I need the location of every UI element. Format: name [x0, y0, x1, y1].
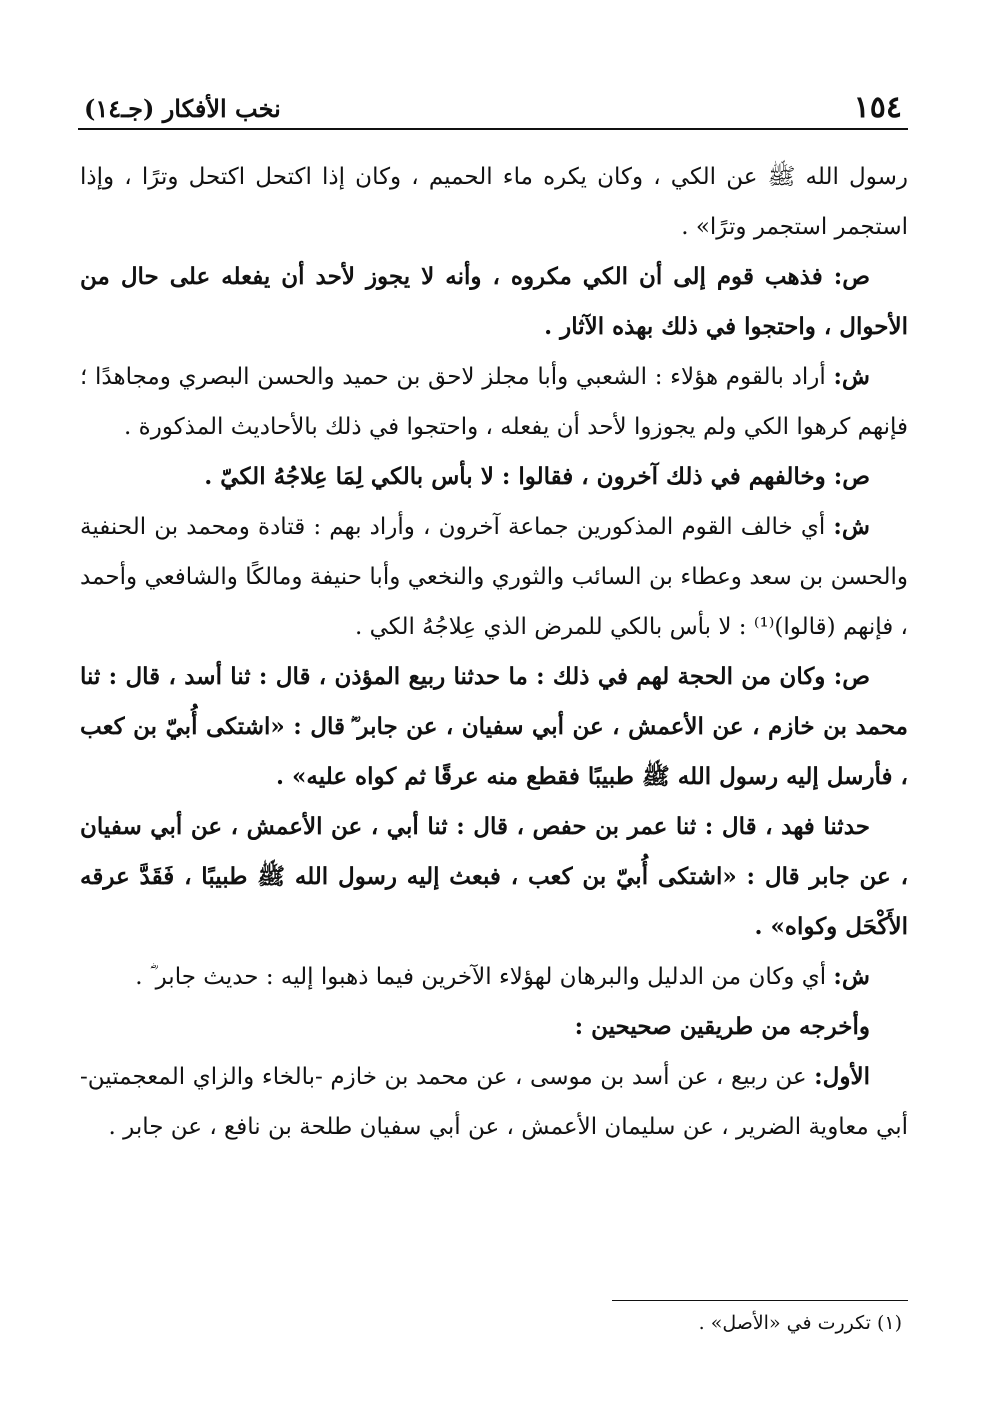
running-title: نخب الأفكار (جـ١٤) — [84, 94, 281, 123]
paragraph-text: أي وكان من الدليل والبرهان لهؤلاء الآخرين فيما ذهبوا إليه : حديث جابر ؓ . — [135, 964, 827, 990]
paragraph — [80, 1002, 908, 1052]
paragraph-text: رسول الله ﷺ عن الكي ، وكان يكره ماء الحميم ، وكان إذا اكتحل اكتحل وترًا ، وإذا استجمر استجمر وترًا» . — [80, 164, 908, 240]
paragraph — [80, 1052, 908, 1152]
paragraph-text: عن ربيع ، عن أسد بن موسى ، عن محمد بن خازم -بالخاء والزاي المعجمتين- أبي معاوية الضرير ، عن سليمان الأعمش ، عن أبي سفيان طلحة بن نافع ، عن جابر . — [80, 1064, 908, 1140]
paragraph-label: ش: — [833, 363, 871, 390]
paragraph — [80, 452, 908, 502]
footnote-separator — [612, 1300, 908, 1301]
paragraph-label: ش: — [833, 963, 870, 990]
paragraph-label: ص: — [833, 663, 870, 690]
paragraph-text: وخالفهم في ذلك آخرون ، فقالوا : لا بأس بالكي لِمَا عِلاجُهُ الكيّ . — [204, 463, 826, 490]
paragraph-label: الأول: — [814, 1063, 870, 1090]
paragraph-text: وكان من الحجة لهم في ذلك : ما حدثنا ربيع المؤذن ، قال : ثنا أسد ، قال : ثنا محمد بن خازم ، عن الأعمش ، عن أبي سفيان ، عن جابر ؓ قال : «اشتكى أُبيّ بن كعب ، فأرسل إليه رسول الله ﷺ طبيبًا فقطع منه عرقًا ثم كواه عليه» . — [80, 663, 908, 790]
page-number: ١٥٤ — [853, 90, 902, 125]
page-header — [78, 88, 908, 130]
paragraph-text: فذهب قوم إلى أن الكي مكروه ، وأنه لا يجوز لأحد أن يفعله على حال من الأحوال ، واحتجوا في ذلك بهذه الآثار . — [80, 263, 908, 340]
paragraph — [80, 252, 908, 352]
paragraph-text: وأخرجه من طريقين صحيحين : — [574, 1013, 870, 1040]
paragraph — [80, 952, 908, 1002]
paragraph-label: ش: — [833, 513, 870, 540]
body-text — [80, 152, 908, 1152]
paragraph-text: أي خالف القوم المذكورين جماعة آخرون ، وأراد بهم : قتادة ومحمد بن الحنفية والحسن بن سعد وعطاء بن السائب والثوري والنخعي وأبا حنيفة ومالكًا والشافعي وأحمد ، فإنهم (قالوا)⁽¹⁾ : لا بأس بالكي للمرض الذي عِلاجُهُ الكي . — [80, 514, 908, 640]
paragraph — [80, 352, 908, 452]
footnote: (١) تكررت في «الأصل» . — [698, 1312, 902, 1334]
paragraph — [80, 152, 908, 252]
paragraph-text: أراد بالقوم هؤلاء : الشعبي وأبا مجلز لاحق بن حميد والحسن البصري ومجاهدًا ؛ فإنهم كرهوا الكي ولم يجوزوا لأحد أن يفعله ، واحتجوا في ذلك بالأحاديث المذكورة . — [80, 364, 908, 440]
paragraph — [80, 652, 908, 802]
paragraph-label: ص: — [833, 463, 870, 490]
paragraph — [80, 502, 908, 652]
paragraph — [80, 802, 908, 952]
paragraph-text: حدثنا فهد ، قال : ثنا عمر بن حفص ، قال : ثنا أبي ، عن الأعمش ، عن أبي سفيان ، عن جابر قال : «اشتكى أُبيّ بن كعب ، فبعث إليه رسول الله ﷺ طبيبًا ، فَقَدَّ عرقه الأَكْحَل وكواه» . — [80, 813, 908, 940]
paragraph-label: ص: — [833, 263, 871, 290]
